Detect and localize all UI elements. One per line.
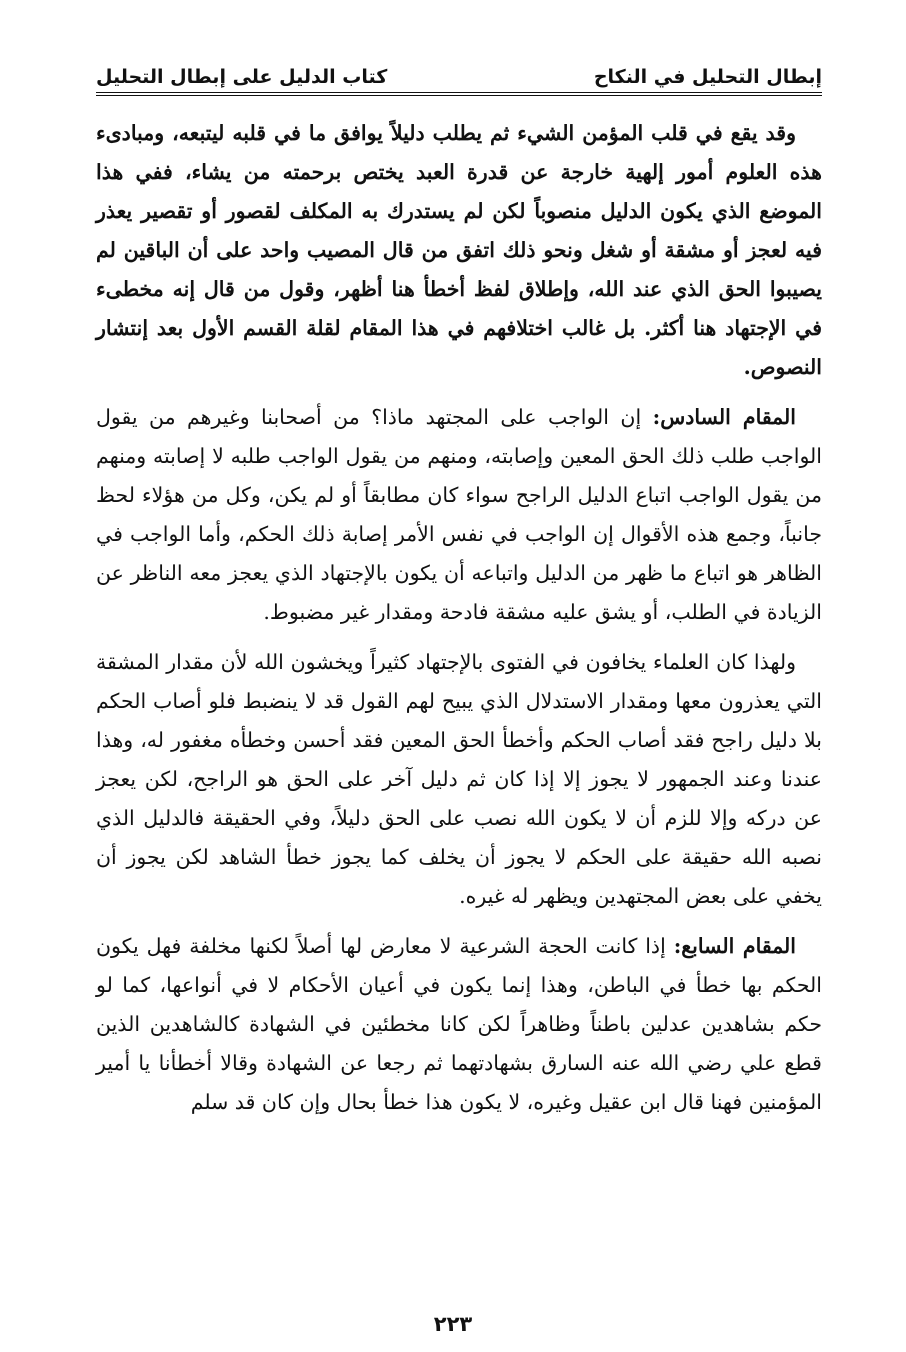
section-title-sixth: المقام السادس: (652, 405, 796, 429)
paragraph-3: ولهذا كان العلماء يخافون في الفتوى بالإجتهاد كثيراً ويخشون الله لأن مقدار المشقة التي يعذرون معها ومقدار الاستدلال الذي يبيح لهم القول قد لا ينضبط فلو أصاب الحكم بلا دليل راجح فقد أصاب الحكم وأخطأ الحق المعين فقد أحسن وخطأه مغفور له، وهذا عندنا وعند الجمهور لا يجوز إلا إذا كان ثم دليل آخر على الحق هو الراجح، لكن يعجز عن دركه وإلا للزم أن لا يكون الله نصب على الحق دليلاً، وفي الحقيقة فالدليل الذي نصبه الله حقيقة على الحكم لا يجوز أن يخلف كما يجوز خطأ الشاهد لكن يجوز أن يخفي على بعض المجتهدين ويظهر له غيره. (96, 650, 822, 908)
paragraph-2-body: إن الواجب على المجتهد ماذا؟ من أصحابنا وغيرهم من يقول الواجب طلب ذلك الحق المعين وإصابته، ومنهم من يقول الواجب طلبه لا إصابته ومنهم من يقول الواجب اتباع الدليل الراجح سواء كان مطابقاً أو لم يكن، وكل من هؤلاء لحظ جانباً، وجمع هذه الأقوال إن الواجب في نفس الأمر إصابة ذلك الحكم، وأما الواجب في الظاهر هو اتباع ما ظهر من الدليل واتباعه أن يكون بالإجتهاد الذي يعجز معه الناظر عن الزيادة في الطلب، أو يشق عليه مشقة فادحة ومقدار غير مضبوط. (96, 405, 822, 624)
running-header (96, 58, 822, 88)
page-number: ٢٢٣ (433, 1312, 473, 1336)
running-header-right: إبطال التحليل في النكاح (593, 66, 822, 88)
body-text (96, 114, 822, 1133)
paragraph-2 (96, 398, 822, 632)
paragraph-4 (96, 927, 822, 1122)
running-header-left: كتاب الدليل على إبطال التحليل (96, 66, 388, 88)
section-title-seventh: المقام السابع: (673, 934, 796, 958)
paragraph-4-body: إذا كانت الحجة الشرعية لا معارض لها أصلاً لكنها مخلفة فهل يكون الحكم بها خطأ في الباطن، وهذا إنما يكون في أعيان الأحكام لا في أنواعها، كما لو حكم بشاهدين عدلين باطناً وظاهراً لكن كانا مخطئين في الشهادة كالشاهدين الذين قطع علي رضي الله عنه السارق بشهادتهما ثم رجعا عن الشهادة وقالا أخطأنا يا أمير المؤمنين فهنا قال ابن عقيل وغيره، لا يكون هذا خطأ بحال وإن كان قد سلم (96, 934, 822, 1114)
paragraph-1: وقد يقع في قلب المؤمن الشيء ثم يطلب دليلاً يوافق ما في قلبه ليتبعه، ومبادىء هذه العلوم أمور إلهية خارجة عن قدرة العبد يختص برحمته من يشاء، ففي هذا الموضع الذي يكون الدليل منصوباً لكن لم يستدرك به المكلف لقصور أو تقصير يعذر فيه لعجز أو مشقة أو شغل ونحو ذلك اتفق من قال المصيب واحد على أن الباقين لم يصيبوا الحق الذي عند الله، وإطلاق لفظ أخطأ هنا أظهر، وقول من قال إنه مخطىء في الإجتهاد هنا أكثر. بل غالب اختلافهم في هذا المقام لقلة القسم الأول بعد إنتشار النصوص. (96, 121, 822, 379)
header-rule (96, 92, 822, 96)
